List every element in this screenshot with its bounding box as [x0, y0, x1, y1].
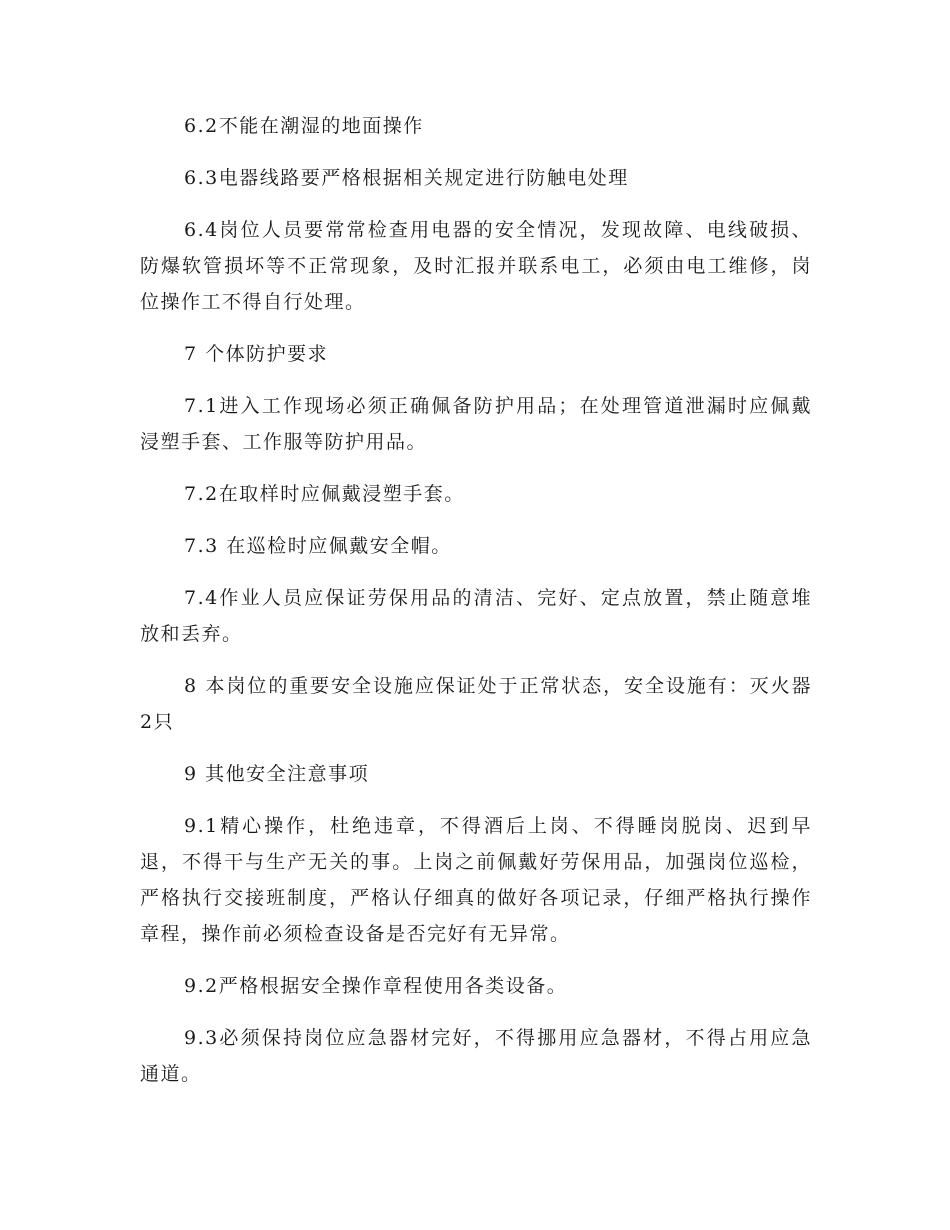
paragraph-7-1: 7.1进入工作现场必须正确佩备防护用品；在处理管道泄漏时应佩戴浸塑手套、工作服等防护用品。: [140, 395, 812, 453]
paragraph-9-2: 9.2严格根据安全操作章程使用各类设备。: [184, 975, 568, 997]
section-paragraph-8: 8 本岗位的重要安全设施应保证处于正常状态，安全设施有：灭火器2只: [140, 675, 812, 733]
section-heading-7: 7 个体防护要求: [184, 343, 329, 365]
document-body: [140, 108, 812, 1108]
paragraph-7-2: 7.2在取样时应佩戴浸塑手套。: [184, 483, 465, 505]
paragraph-7-3: 7.3 在巡检时应佩戴安全帽。: [184, 535, 452, 557]
paragraph-6-2: 6.2不能在潮湿的地面操作: [184, 115, 424, 137]
paragraph-6-4: 6.4岗位人员要常常检查用电器的安全情况，发现故障、电线破损、防爆软管损坏等不正常现象，及时汇报并联系电工，必须由电工维修，岗位操作工不得自行处理。: [140, 219, 812, 313]
paragraph-7-4: 7.4作业人员应保证劳保用品的清洁、完好、定点放置，禁止随意堆放和丢弃。: [140, 587, 812, 645]
paragraph-6-3: 6.3电器线路要严格根据相关规定进行防触电处理: [184, 167, 629, 189]
paragraph-9-1: 9.1精心操作，杜绝违章，不得酒后上岗、不得睡岗脱岗、迟到早退，不得干与生产无关的事。上岗之前佩戴好劳保用品，加强岗位巡检，严格执行交接班制度，严格认仔细真的做好各项记录，仔细严格执行操作章程，操作前必须检查设备是否完好有无异常。: [140, 815, 812, 945]
section-heading-9: 9 其他安全注意事项: [184, 763, 370, 785]
paragraph-9-3: 9.3必须保持岗位应急器材完好，不得挪用应急器材，不得占用应急通道。: [140, 1027, 812, 1085]
